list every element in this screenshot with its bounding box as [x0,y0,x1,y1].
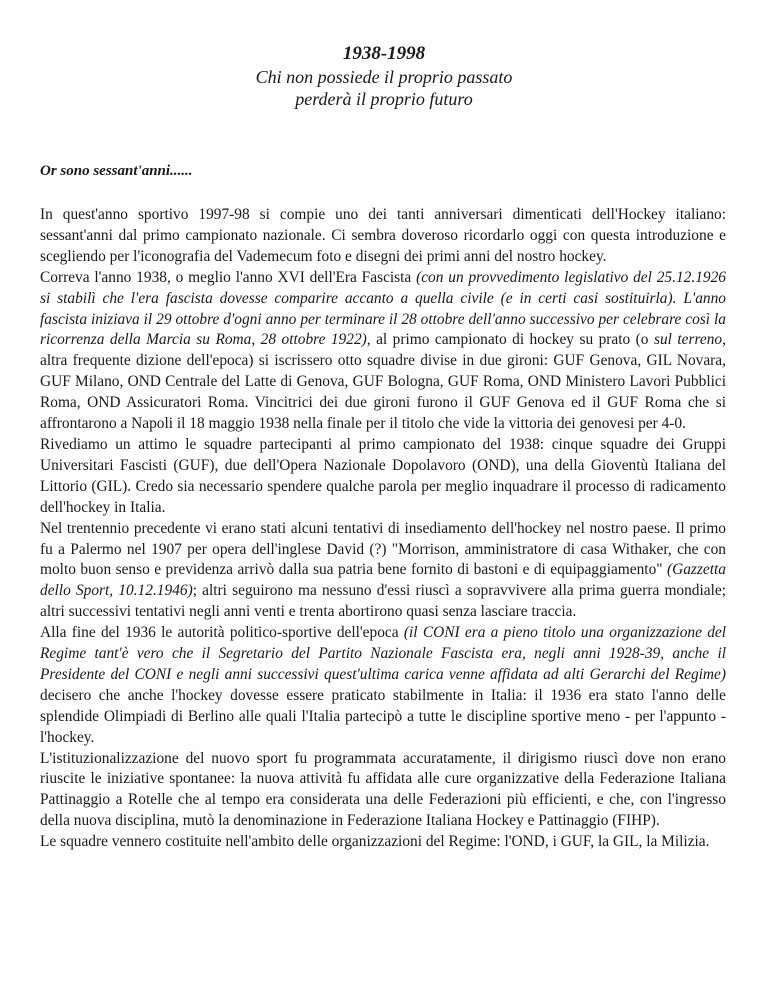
paragraph-1: In quest'anno sportivo 1997-98 si compie uno dei tanti anniversari dimenticati dell'Hockey italiano: sessant'anni dal primo campionato nazionale. Ci sembra doveroso ricordarlo oggi con questa introduzione e scegliendo per l'iconografia del Vademecum foto e disegni dei primi anni del nostro hockey. [40,206,726,265]
paragraph-2-text-c: , al primo campionato di hockey su prato (o [366,331,654,349]
paragraph-5-text-a: Alla fine del 1936 le autorità politico-sportive dell'epoca [40,624,404,642]
paragraph-7: Le squadre vennero costituite nell'ambito delle organizzazioni del Regime: l'OND, i GUF, la GIL, la Milizia. [40,833,710,851]
paragraph-5-note: (il CONI era a pieno titolo una organizzazione del Regime tant'è vero che il Segretario del Partito Nazionale Fascista era, negli anni 1928-39, anche il Presidente del CONI e negli anni successivi quest'ultima carica venne affidata ad alti Gerarchi del Regime) [40,624,726,683]
document-header [0,42,768,110]
paragraph-2-note: (con un provvedimento legislativo del 25.12.1926 si stabilì che l'era fascista dovesse comparire accanto a quella civile (e in certi casi sostituirla). L'anno fascista iniziava il 29 ottobre d'ogni anno per terminare il 28 ottobre dell'anno successivo per celebrare così la ricorrenza della Marcia su Roma, 28 ottobre 1922) [40,268,726,349]
paragraph-3: Rivediamo un attimo le squadre partecipanti al primo campionato del 1938: cinque squadre dei Gruppi Universitari Fascisti (GUF), due dell'Opera Nazionale Dopolavoro (OND), una della Gioventù Italiana del Littorio (GIL). Credo sia necessario spendere qualche parola per meglio inquadrare il processo di radicamento dell'hockey in Italia. [40,435,726,516]
paragraph-2-term: sul terreno [653,331,723,349]
header-title: 1938-1998 [342,43,426,64]
paragraph-4-text-c: ; altri seguirono ma nessuno d'essi riuscì a sopravvivere alla prima guerra mondiale; altri successivi tentativi negli anni venti e trenta abortirono quasi senza lasciare traccia. [40,582,726,621]
paragraph-4-text-a: Nel trentennio precedente vi erano stati alcuni tentativi di insediamento dell'hockey nel nostro paese. Il primo fu a Palermo nel 1907 per opera dell'inglese David (?) "Morrison, amministratore di casa Withaker, che con molto buon senso e previdenza arrivò dalla sua patria bene fornito di bastoni e di equipaggiamento" [40,519,726,579]
paragraph-2 [40,268,726,435]
paragraph-4 [40,519,726,624]
paragraph-5 [40,623,726,748]
paragraph-5-text-c: decisero che anche l'hockey dovesse essere praticato stabilmente in Italia: il 1936 era stato l'anno delle splendide Olimpiadi di Berlino alle quali l'Italia partecipò a tutte le discipline sportive meno - per l'appunto - l'hockey. [40,686,726,746]
paragraph-4-citation: (Gazzetta dello Sport, 10.12.1946) [40,561,726,600]
paragraph-2-text-a: Correva l'anno 1938, o meglio l'anno XVI dell'Era Fascista [40,268,417,286]
paragraph-2-text-e: , altra frequente dizione dell'epoca) si iscrissero otto squadre divise in due gironi: GUF Genova, GIL Novara, GUF Milano, OND Centrale del Latte di Genova, GUF Bologna, GUF Roma, OND Ministero Lavori Pubblici Roma, OND Assicuratori Roma. Vincitrici dei due gironi furono il GUF Genova ed il GUF Roma che si affrontarono a Napoli il 18 maggio 1938 nella finale per il titolo che vide la vittoria dei genovesi per 4-0. [40,331,726,433]
paragraph-6: L'istituzionalizzazione del nuovo sport fu programmata accuratamente, il dirigismo riuscì dove non erano riuscite le iniziative spontanee: la nuova attività fu affidata alle cure organizzative della Federazione Italiana Pattinaggio a Rotelle che al tempo era considerata una delle Federazioni più efficienti, e che, con l'ingresso della nuova disciplina, mutò la denominazione in Federazione Italiana Hockey e Pattinaggio (FIHP). [40,749,726,830]
article-body [40,205,726,853]
header-motto-line-1: Chi non possiede il proprio passato [255,67,513,87]
section-subtitle: Or sono sessant'anni...... [40,163,193,179]
header-motto-line-2: perderà il proprio futuro [295,89,473,109]
